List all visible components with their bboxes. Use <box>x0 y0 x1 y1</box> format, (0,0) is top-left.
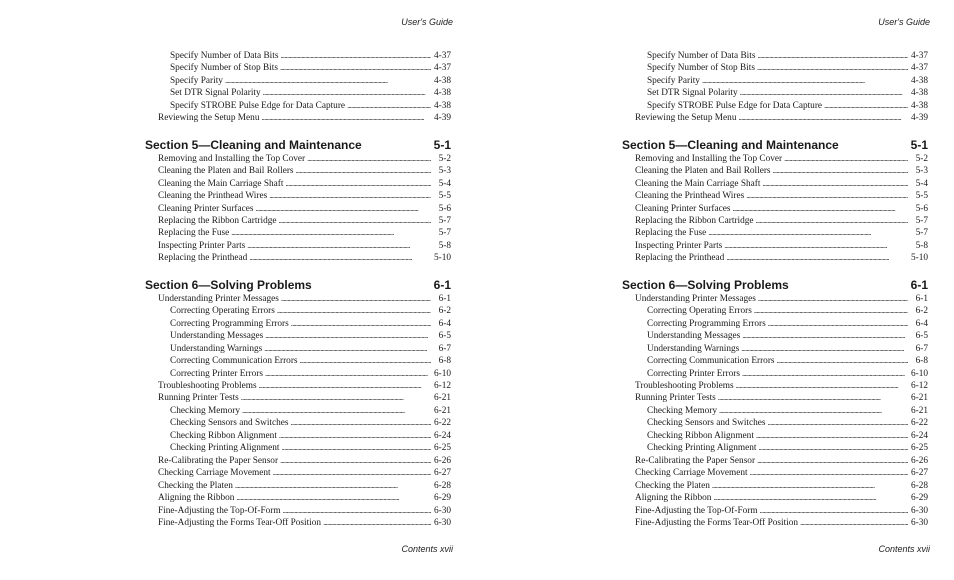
toc-entry-label: Specify Number of Stop Bits <box>170 63 278 74</box>
toc-entry-page-number: 5-4 <box>438 178 451 189</box>
toc-entry-page-number: 6-21 <box>433 393 451 404</box>
dot-leader <box>756 430 908 442</box>
dot-leader <box>718 392 908 404</box>
toc-entry-page-number: 6-5 <box>438 331 451 342</box>
dot-leader <box>242 405 431 417</box>
toc-entry-label: Specify Number of Stop Bits <box>647 63 755 74</box>
toc-entry[interactable] <box>145 417 451 429</box>
toc-entry-label: Checking Ribbon Alignment <box>170 430 277 441</box>
toc-entry-label: Correcting Communication Errors <box>647 356 775 367</box>
toc-entry-label: Fine-Adjusting the Forms Tear-Off Position <box>158 517 322 528</box>
toc-entry-page-number: 5-7 <box>438 215 451 226</box>
toc-entry-page-number: 6-30 <box>910 517 928 528</box>
dot-leader <box>824 100 908 112</box>
toc-entry[interactable] <box>622 505 928 517</box>
dot-leader <box>712 480 908 492</box>
toc-entry[interactable] <box>622 442 928 454</box>
toc-entry-page-number: 5-10 <box>910 253 928 264</box>
toc-entry-label: Troubleshooting Problems <box>635 380 734 391</box>
toc-entry-label: Checking Ribbon Alignment <box>647 430 754 441</box>
toc-entry[interactable] <box>622 240 928 252</box>
toc-entry[interactable] <box>622 190 928 202</box>
dot-leader <box>231 227 431 239</box>
toc-entry[interactable] <box>145 355 451 367</box>
dot-leader <box>740 87 908 99</box>
toc-entry-label: Replacing the Ribbon Cartridge <box>635 215 754 226</box>
dot-leader <box>758 293 908 305</box>
toc-entry[interactable] <box>622 318 928 330</box>
dot-leader <box>742 330 908 342</box>
toc-entry-label: Correcting Programming Errors <box>647 318 766 329</box>
toc-entry-label: Specify STROBE Pulse Edge for Data Capture <box>647 100 823 111</box>
toc-entry[interactable] <box>145 293 451 305</box>
toc-entry[interactable] <box>622 62 928 74</box>
dot-leader <box>279 430 431 442</box>
toc-entry-label: Cleaning the Printhead Wires <box>158 191 268 202</box>
toc-entry-page-number: 6-21 <box>433 405 451 416</box>
dot-leader <box>733 203 908 215</box>
dot-leader <box>300 355 431 367</box>
toc-entry-page-number: 6-22 <box>433 418 451 429</box>
toc-entry-page-number: 6-4 <box>438 318 451 329</box>
toc-entry-page-number: 5-7 <box>915 228 928 239</box>
dot-leader <box>259 380 431 392</box>
toc-entry-page-number: 6-7 <box>438 343 451 354</box>
toc-entry[interactable] <box>145 467 451 479</box>
dot-leader <box>281 293 431 305</box>
dot-leader <box>773 165 908 177</box>
toc-entry-page-number: 6-1 <box>915 293 928 304</box>
toc-entry-page-number: 5-8 <box>915 240 928 251</box>
dot-leader <box>800 517 908 529</box>
toc-entry[interactable] <box>622 87 928 99</box>
dot-leader <box>347 100 431 112</box>
right-page <box>477 0 954 580</box>
toc-entry-page-number: 4-38 <box>910 100 928 111</box>
toc-entry-label: Running Printer Tests <box>158 393 239 404</box>
toc-entry-label: Specify STROBE Pulse Edge for Data Capture <box>170 100 346 111</box>
toc-entry-label: Troubleshooting Problems <box>158 380 257 391</box>
section-title: Section 5—Cleaning and Maintenance <box>145 137 362 152</box>
toc-entry-page-number: 5-3 <box>915 166 928 177</box>
toc-entry-label: Aligning the Ribbon <box>635 493 712 504</box>
toc-entry-page-number: 5-5 <box>438 191 451 202</box>
dot-leader <box>702 75 908 87</box>
toc-entry-label: Checking Sensors and Switches <box>647 418 766 429</box>
toc-entry-page-number: 5-6 <box>438 203 451 214</box>
toc-entry[interactable] <box>145 492 451 504</box>
dot-leader <box>235 480 431 492</box>
toc-entry-label: Set DTR Signal Polarity <box>170 88 261 99</box>
toc-entry-label: Specify Number of Data Bits <box>647 51 756 61</box>
toc-entry-page-number: 6-24 <box>433 430 451 441</box>
toc-entry-page-number: 6-7 <box>915 343 928 354</box>
toc-section-heading <box>622 278 928 292</box>
dot-leader <box>273 467 431 479</box>
toc-entry-label: Re-Calibrating the Paper Sensor <box>635 455 756 466</box>
toc-entry-page-number: 6-28 <box>433 480 451 491</box>
toc-entry-label: Understanding Printer Messages <box>158 293 279 304</box>
toc-entry-page-number: 6-5 <box>915 331 928 342</box>
toc-entry[interactable] <box>145 405 451 417</box>
toc-entry-label: Specify Number of Data Bits <box>170 51 279 61</box>
toc-entry[interactable] <box>622 227 928 239</box>
toc-entry-page-number: 5-8 <box>438 240 451 251</box>
toc-entry-page-number: 6-12 <box>910 380 928 391</box>
toc-entry-label: Understanding Warnings <box>170 343 263 354</box>
toc-entry-label: Correcting Programming Errors <box>170 318 289 329</box>
dot-leader <box>291 318 431 330</box>
toc-entry[interactable] <box>622 455 928 467</box>
toc-entry-label: Aligning the Ribbon <box>158 493 235 504</box>
toc-entry-label: Checking Memory <box>170 405 240 416</box>
dot-leader <box>279 215 431 227</box>
toc-section-heading <box>145 138 451 152</box>
dot-leader <box>241 392 431 404</box>
toc-entry[interactable] <box>145 517 451 529</box>
dot-leader <box>277 305 431 317</box>
dot-leader <box>741 343 908 355</box>
toc-entry-label: Inspecting Printer Parts <box>158 240 246 251</box>
dot-leader <box>236 492 431 504</box>
toc-entry-label: Cleaning Printer Surfaces <box>158 203 254 214</box>
toc-entry-label: Checking Printing Alignment <box>170 443 280 454</box>
section-page-number: 5-1 <box>910 137 928 152</box>
dot-leader <box>750 467 908 479</box>
toc-entry-label: Cleaning the Printhead Wires <box>635 191 745 202</box>
toc-entry[interactable] <box>145 480 451 492</box>
toc-entry[interactable] <box>622 330 928 342</box>
dot-leader <box>762 178 908 190</box>
toc-entry-page-number: 5-7 <box>915 215 928 226</box>
dot-leader <box>280 62 431 74</box>
toc-entry-label: Cleaning the Main Carriage Shaft <box>635 178 761 189</box>
toc-entry-label: Checking the Platen <box>635 480 710 491</box>
toc-entry-page-number: 6-26 <box>433 455 451 466</box>
table-of-contents <box>622 50 928 529</box>
toc-entry-label: Replacing the Ribbon Cartridge <box>158 215 277 226</box>
toc-entry[interactable] <box>622 392 928 404</box>
toc-entry[interactable] <box>622 305 928 317</box>
toc-entry-label: Cleaning the Platen and Bail Rollers <box>158 166 294 177</box>
section-page-number: 6-1 <box>910 277 928 292</box>
toc-entry-page-number: 4-38 <box>910 75 928 86</box>
toc-entry[interactable] <box>145 50 451 62</box>
toc-entry[interactable] <box>622 492 928 504</box>
toc-entry-label: Cleaning Printer Surfaces <box>635 203 731 214</box>
section-title: Section 6—Solving Problems <box>145 277 312 292</box>
toc-entry-page-number: 4-39 <box>433 113 451 124</box>
toc-entry[interactable] <box>145 112 451 124</box>
toc-entry[interactable] <box>145 100 451 112</box>
toc-entry[interactable] <box>622 355 928 367</box>
toc-entry-page-number: 6-30 <box>433 505 451 516</box>
toc-entry-label: Understanding Messages <box>170 331 264 342</box>
toc-entry-page-number: 4-37 <box>910 63 928 74</box>
dot-leader <box>264 343 431 355</box>
dot-leader <box>768 318 908 330</box>
toc-entry[interactable] <box>145 215 451 227</box>
toc-entry-page-number: 6-10 <box>910 368 928 379</box>
toc-entry[interactable] <box>145 153 451 165</box>
dot-leader <box>256 203 431 215</box>
toc-entry-page-number: 4-37 <box>433 51 451 61</box>
dot-leader <box>738 112 908 124</box>
toc-entry-label: Checking Memory <box>647 405 717 416</box>
toc-entry-page-number: 6-2 <box>438 306 451 317</box>
toc-entry-label: Replacing the Printhead <box>158 253 248 264</box>
toc-entry-label: Correcting Operating Errors <box>647 306 752 317</box>
toc-entry[interactable] <box>622 75 928 87</box>
running-header: User's Guide <box>878 17 930 27</box>
dot-leader <box>708 227 908 239</box>
toc-entry[interactable] <box>145 203 451 215</box>
toc-entry[interactable] <box>622 343 928 355</box>
toc-entry-page-number: 6-25 <box>910 443 928 454</box>
toc-entry-label: Correcting Communication Errors <box>170 356 298 367</box>
toc-entry[interactable] <box>622 368 928 380</box>
toc-entry-page-number: 4-38 <box>910 88 928 99</box>
toc-entry-label: Understanding Messages <box>647 331 741 342</box>
toc-entry[interactable] <box>622 380 928 392</box>
toc-entry-page-number: 6-27 <box>910 468 928 479</box>
section-title: Section 6—Solving Problems <box>622 277 789 292</box>
dot-leader <box>296 165 431 177</box>
toc-entry[interactable] <box>145 343 451 355</box>
toc-entry[interactable] <box>622 430 928 442</box>
toc-entry-page-number: 6-22 <box>910 418 928 429</box>
toc-entry[interactable] <box>145 62 451 74</box>
toc-entry-page-number: 6-8 <box>438 356 451 367</box>
toc-entry-page-number: 6-27 <box>433 468 451 479</box>
table-of-contents <box>145 50 451 529</box>
toc-entry-label: Inspecting Printer Parts <box>635 240 723 251</box>
toc-entry-label: Understanding Printer Messages <box>635 293 756 304</box>
toc-entry[interactable] <box>622 203 928 215</box>
toc-entry-label: Replacing the Printhead <box>635 253 725 264</box>
toc-entry-label: Reviewing the Setup Menu <box>635 113 737 124</box>
toc-entry[interactable] <box>622 215 928 227</box>
toc-entry-label: Running Printer Tests <box>635 393 716 404</box>
toc-entry-label: Correcting Operating Errors <box>170 306 275 317</box>
toc-entry-page-number: 6-28 <box>910 480 928 491</box>
toc-entry-label: Re-Calibrating the Paper Sensor <box>158 455 279 466</box>
toc-entry-page-number: 6-8 <box>915 356 928 367</box>
toc-entry-label: Checking Sensors and Switches <box>170 418 289 429</box>
dot-leader <box>265 368 431 380</box>
toc-entry-label: Fine-Adjusting the Top-Of-Form <box>158 505 281 516</box>
toc-entry-page-number: 6-26 <box>910 455 928 466</box>
toc-entry[interactable] <box>145 178 451 190</box>
dot-leader <box>760 505 908 517</box>
toc-section-heading <box>622 138 928 152</box>
running-header: User's Guide <box>401 17 453 27</box>
toc-entry[interactable] <box>145 455 451 467</box>
toc-entry-label: Checking Carriage Movement <box>158 468 271 479</box>
toc-entry-page-number: 4-37 <box>910 51 928 61</box>
toc-entry-page-number: 4-39 <box>910 113 928 124</box>
toc-entry[interactable] <box>145 87 451 99</box>
toc-entry-label: Cleaning the Main Carriage Shaft <box>158 178 284 189</box>
dot-leader <box>283 505 431 517</box>
dot-leader <box>323 517 431 529</box>
dot-leader <box>282 442 432 454</box>
toc-entry[interactable] <box>145 380 451 392</box>
running-footer: Contents xvii <box>401 544 453 554</box>
toc-entry-page-number: 4-38 <box>433 75 451 86</box>
toc-entry[interactable] <box>622 153 928 165</box>
dot-leader <box>307 153 431 165</box>
toc-entry-page-number: 6-24 <box>910 430 928 441</box>
dot-leader <box>719 405 908 417</box>
dot-leader <box>726 252 908 264</box>
dot-leader <box>285 178 431 190</box>
toc-entry[interactable] <box>145 252 451 264</box>
toc-entry-page-number: 6-21 <box>910 405 928 416</box>
toc-entry-page-number: 6-12 <box>433 380 451 391</box>
toc-section-heading <box>145 278 451 292</box>
dot-leader <box>757 455 908 467</box>
toc-entry[interactable] <box>145 430 451 442</box>
toc-entry[interactable] <box>622 293 928 305</box>
dot-leader <box>784 153 908 165</box>
toc-entry[interactable] <box>145 165 451 177</box>
dot-leader <box>756 215 908 227</box>
toc-entry-page-number: 5-3 <box>438 166 451 177</box>
toc-entry-page-number: 6-2 <box>915 306 928 317</box>
toc-entry[interactable] <box>145 318 451 330</box>
dot-leader <box>777 355 908 367</box>
toc-entry-label: Fine-Adjusting the Forms Tear-Off Position <box>635 517 799 528</box>
dot-leader <box>768 417 908 429</box>
toc-entry-label: Cleaning the Platen and Bail Rollers <box>635 166 771 177</box>
toc-entry-page-number: 5-5 <box>915 191 928 202</box>
running-footer: Contents xvii <box>878 544 930 554</box>
toc-entry-label: Checking Carriage Movement <box>635 468 748 479</box>
toc-entry-page-number: 4-37 <box>433 63 451 74</box>
toc-entry-label: Correcting Printer Errors <box>170 368 263 379</box>
dot-leader <box>757 62 908 74</box>
toc-entry-page-number: 5-2 <box>438 153 451 164</box>
dot-leader <box>249 252 431 264</box>
toc-entry-page-number: 6-29 <box>910 493 928 504</box>
dot-leader <box>280 455 431 467</box>
toc-entry-page-number: 6-30 <box>433 517 451 528</box>
toc-entry[interactable] <box>622 417 928 429</box>
dot-leader <box>736 380 908 392</box>
toc-entry-page-number: 5-2 <box>915 153 928 164</box>
toc-entry-label: Fine-Adjusting the Top-Of-Form <box>635 505 758 516</box>
toc-entry-page-number: 6-10 <box>433 368 451 379</box>
toc-entry[interactable] <box>145 442 451 454</box>
toc-entry-label: Removing and Installing the Top Cover <box>635 153 783 164</box>
toc-entry[interactable] <box>622 100 928 112</box>
toc-entry[interactable] <box>622 467 928 479</box>
toc-entry[interactable] <box>622 480 928 492</box>
dot-leader <box>746 190 908 202</box>
dot-leader <box>291 417 431 429</box>
toc-entry[interactable] <box>622 517 928 529</box>
dot-leader <box>247 240 431 252</box>
toc-entry-page-number: 6-21 <box>910 393 928 404</box>
dot-leader <box>757 50 908 62</box>
toc-entry[interactable] <box>622 112 928 124</box>
toc-entry-page-number: 5-7 <box>438 228 451 239</box>
toc-entry-label: Correcting Printer Errors <box>647 368 740 379</box>
toc-entry-page-number: 5-10 <box>433 253 451 264</box>
toc-entry-page-number: 6-25 <box>433 443 451 454</box>
dot-leader <box>724 240 908 252</box>
toc-entry[interactable] <box>145 505 451 517</box>
toc-entry-label: Specify Parity <box>170 75 223 86</box>
dot-leader <box>261 112 431 124</box>
toc-entry-page-number: 6-30 <box>910 505 928 516</box>
dot-leader <box>742 368 908 380</box>
toc-entry-label: Set DTR Signal Polarity <box>647 88 738 99</box>
toc-entry-label: Removing and Installing the Top Cover <box>158 153 306 164</box>
toc-entry-page-number: 4-38 <box>433 100 451 111</box>
toc-entry[interactable] <box>145 392 451 404</box>
toc-entry[interactable] <box>622 178 928 190</box>
toc-entry-label: Replacing the Fuse <box>635 228 707 239</box>
section-title: Section 5—Cleaning and Maintenance <box>622 137 839 152</box>
toc-entry[interactable] <box>145 368 451 380</box>
toc-entry-label: Understanding Warnings <box>647 343 740 354</box>
toc-entry-label: Checking the Platen <box>158 480 233 491</box>
toc-entry[interactable] <box>622 405 928 417</box>
dot-leader <box>263 87 431 99</box>
section-page-number: 6-1 <box>433 277 451 292</box>
toc-entry-label: Replacing the Fuse <box>158 228 230 239</box>
dot-leader <box>225 75 431 87</box>
toc-entry-label: Specify Parity <box>647 75 700 86</box>
dot-leader <box>269 190 431 202</box>
toc-entry-page-number: 5-4 <box>915 178 928 189</box>
dot-leader <box>754 305 908 317</box>
toc-entry-label: Checking Printing Alignment <box>647 443 757 454</box>
toc-entry-page-number: 5-6 <box>915 203 928 214</box>
toc-entry[interactable] <box>145 330 451 342</box>
dot-leader <box>713 492 908 504</box>
toc-entry[interactable] <box>622 165 928 177</box>
dot-leader <box>280 50 431 62</box>
toc-entry-label: Reviewing the Setup Menu <box>158 113 260 124</box>
toc-entry-page-number: 6-1 <box>438 293 451 304</box>
toc-entry[interactable] <box>145 75 451 87</box>
toc-entry[interactable] <box>622 252 928 264</box>
toc-entry-page-number: 6-4 <box>915 318 928 329</box>
toc-entry[interactable] <box>145 227 451 239</box>
toc-entry-page-number: 4-38 <box>433 88 451 99</box>
dot-leader <box>265 330 431 342</box>
toc-entry[interactable] <box>145 190 451 202</box>
dot-leader <box>759 442 909 454</box>
toc-entry[interactable] <box>145 305 451 317</box>
toc-entry[interactable] <box>145 240 451 252</box>
toc-entry-page-number: 6-29 <box>433 493 451 504</box>
toc-entry[interactable] <box>622 50 928 62</box>
section-page-number: 5-1 <box>433 137 451 152</box>
